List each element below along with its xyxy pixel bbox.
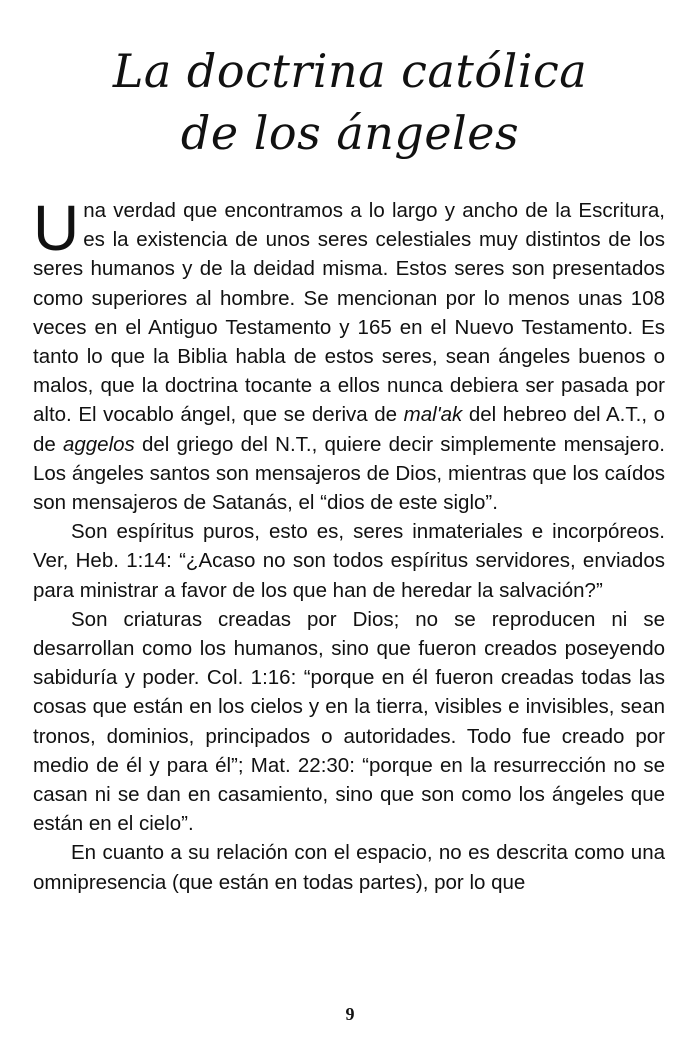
paragraph-1-text-a: na verdad que encontramos a lo largo y ancho de la Escritura, es la existencia de unos seres celestiales muy distintos de los seres humanos y de la deidad misma. Estos seres son presentados como superiores al hombre. Se mencionan por lo menos unas 108 veces en el Antiguo Testamento y 165 en el Nuevo Testamento. Es tanto lo que la Biblia habla de estos seres, sean ángeles buenos o malos, que la doctrina tocante a ellos nunca debiera ser pasada por alto. El vocablo ángel, que se deriva de: [33, 199, 665, 427]
paragraph-1-text-b: del hebreo del A.T., o de: [33, 403, 666, 456]
drop-cap: U: [33, 192, 80, 264]
paragraph-1: [33, 192, 666, 517]
hebrew-term: mal'ak: [403, 403, 463, 427]
paragraph-3: Son criaturas creadas por Dios; no se reproducen ni se desarrollan como los humanos, sino que fueron creados poseyendo sabiduría y poder. Col. 1:16: “porque en él fueron creadas todas las cosas que están en los cielos y en la tierra, visibles e invisibles, sean tronos, dominios, principados o autoridades. Todo fue creado por medio de él y para él”; Mat. 22:30: “porque en la resurrección no se casan ni se dan en casamiento, sino que son como los ángeles que están en el cielo”.: [33, 607, 665, 836]
paragraph-4: En cuanto a su relación con el espacio, no es descrita como una omnipresencia (que están en todas partes), por lo que: [33, 841, 665, 894]
chapter-title-line-2: de los ángeles: [180, 106, 520, 160]
body-text: [33, 192, 666, 897]
greek-term: aggelos: [62, 432, 135, 456]
paragraph-2: Son espíritus puros, esto es, seres inmateriales e incorpóreos. Ver, Heb. 1:14: “¿Acaso no son todos espíritus servidores, enviados para ministrar a favor de los que han de heredar la salvación?”: [33, 520, 665, 602]
chapter-title-line-1: La doctrina católica: [112, 44, 588, 98]
chapter-title: [0, 40, 700, 164]
page-number: 9: [345, 1004, 355, 1024]
paragraph-1-text-c: del griego del N.T., quiere decir simplemente mensajero. Los ángeles santos son mensajeros de Dios, mientras que los caídos son mensajeros de Satanás, el “dios de este siglo”.: [33, 432, 665, 515]
